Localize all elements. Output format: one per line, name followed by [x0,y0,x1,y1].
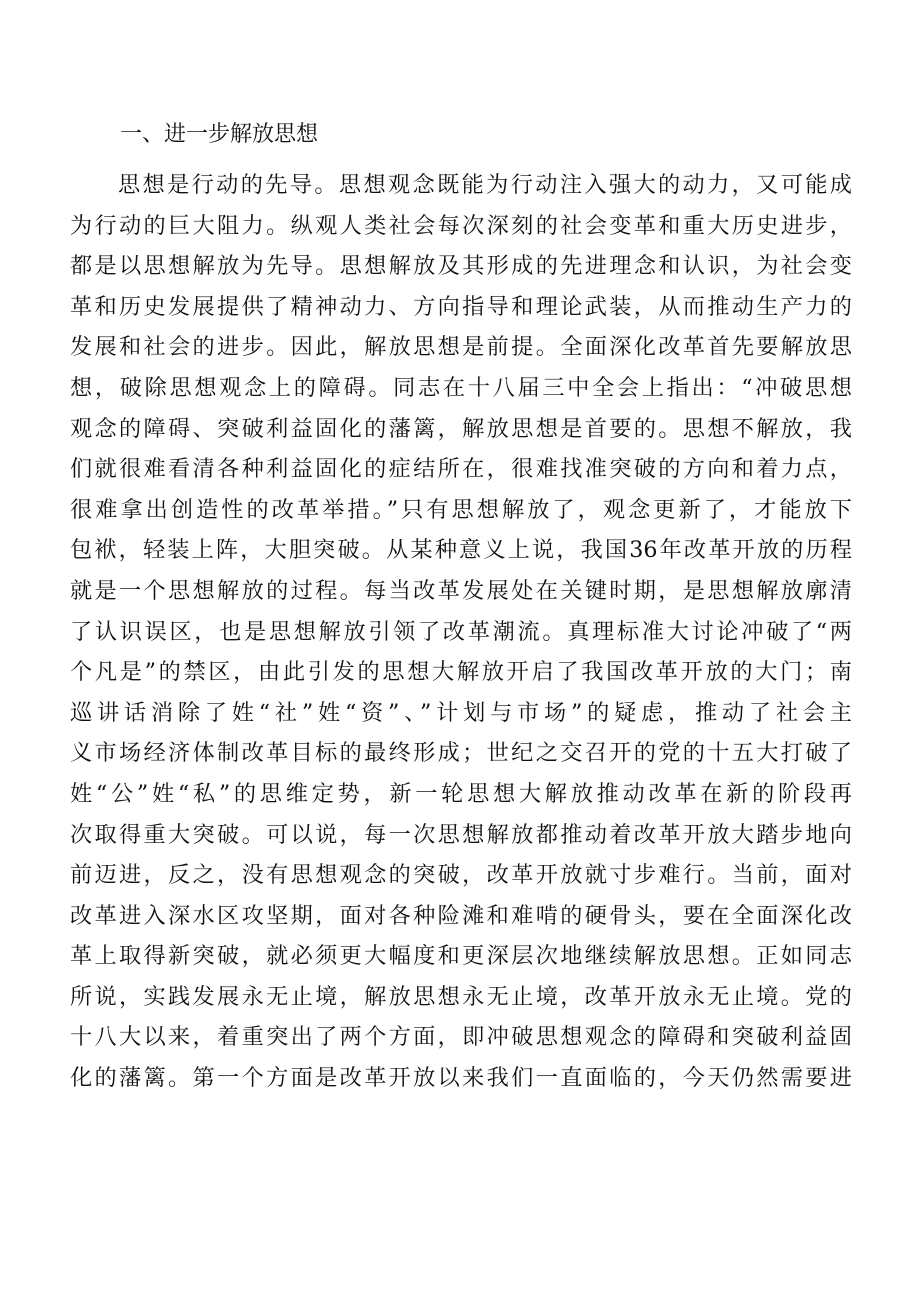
paragraph-line: 义市场经济体制改革目标的最终形成；世纪之交召开的党的十五大打破了 [70,740,852,767]
paragraph-line: 巡讲话消除了姓“社”姓“资”、”计划与市场”的疑虑，推动了社会主 [70,699,852,726]
paragraph-line: 观念的障碍、突破利益固化的藩篱，解放思想是首要的。思想不解放，我 [70,415,852,442]
paragraph-line: 十八大以来，着重突出了两个方面，即冲破思想观念的障碍和突破利益固 [70,1024,852,1051]
paragraph-line: 想，破除思想观念上的障碍。同志在十八届三中全会上指出：“冲破思想 [70,374,852,401]
paragraph-line: 为行动的巨大阻力。纵观人类社会每次深刻的社会变革和重大历史进步， [70,212,852,239]
paragraph-line: 了认识误区，也是思想解放引领了改革潮流。真理标准大讨论冲破了“两 [70,618,852,645]
paragraph-line: 发展和社会的进步。因此，解放思想是前提。全面深化改革首先要解放思 [70,334,852,361]
paragraph-line: 化的藩篱。第一个方面是改革开放以来我们一直面临的，今天仍然需要进 [70,1065,852,1092]
paragraph-line: 革上取得新突破，就必须更大幅度和更深层次地继续解放思想。正如同志 [70,943,852,970]
paragraph-line: 很难拿出创造性的改革举措。”只有思想解放了，观念更新了，才能放下 [70,496,852,523]
paragraph-line: 包袱，轻装上阵，大胆突破。从某种意义上说，我国36年改革开放的历程 [70,537,852,564]
paragraph-line: 革和历史发展提供了精神动力、方向指导和理论武装，从而推动生产力的 [70,293,852,320]
paragraph-line: 次取得重大突破。可以说，每一次思想解放都推动着改革开放大踏步地向 [70,821,852,848]
paragraph-line: 改革进入深水区攻坚期，面对各种险滩和难啃的硬骨头，要在全面深化改 [70,902,852,929]
paragraph-line: 就是一个思想解放的过程。每当改革发展处在关键时期，是思想解放廓清 [70,577,852,604]
paragraph-line: 思想是行动的先导。思想观念既能为行动注入强大的动力，又可能成 [118,172,852,198]
paragraph-line: 们就很难看清各种利益固化的症结所在，很难找准突破的方向和着力点， [70,456,852,483]
paragraph-line: 个凡是”的禁区，由此引发的思想大解放开启了我国改革开放的大门；南 [70,659,852,686]
section-heading: 一、进一步解放思想 [120,122,319,147]
paragraph-line: 都是以思想解放为先导。思想解放及其形成的先进理念和认识，为社会变 [70,253,852,280]
paragraph-line: 所说，实践发展永无止境，解放思想永无止境，改革开放永无止境。党的 [70,983,852,1010]
paragraph-line: 姓“公”姓“私”的思维定势，新一轮思想大解放推动改革在新的阶段再 [70,780,852,807]
body-paragraph [70,165,852,1099]
paragraph-line: 前迈进，反之，没有思想观念的突破，改革开放就寸步难行。当前，面对 [70,862,852,889]
